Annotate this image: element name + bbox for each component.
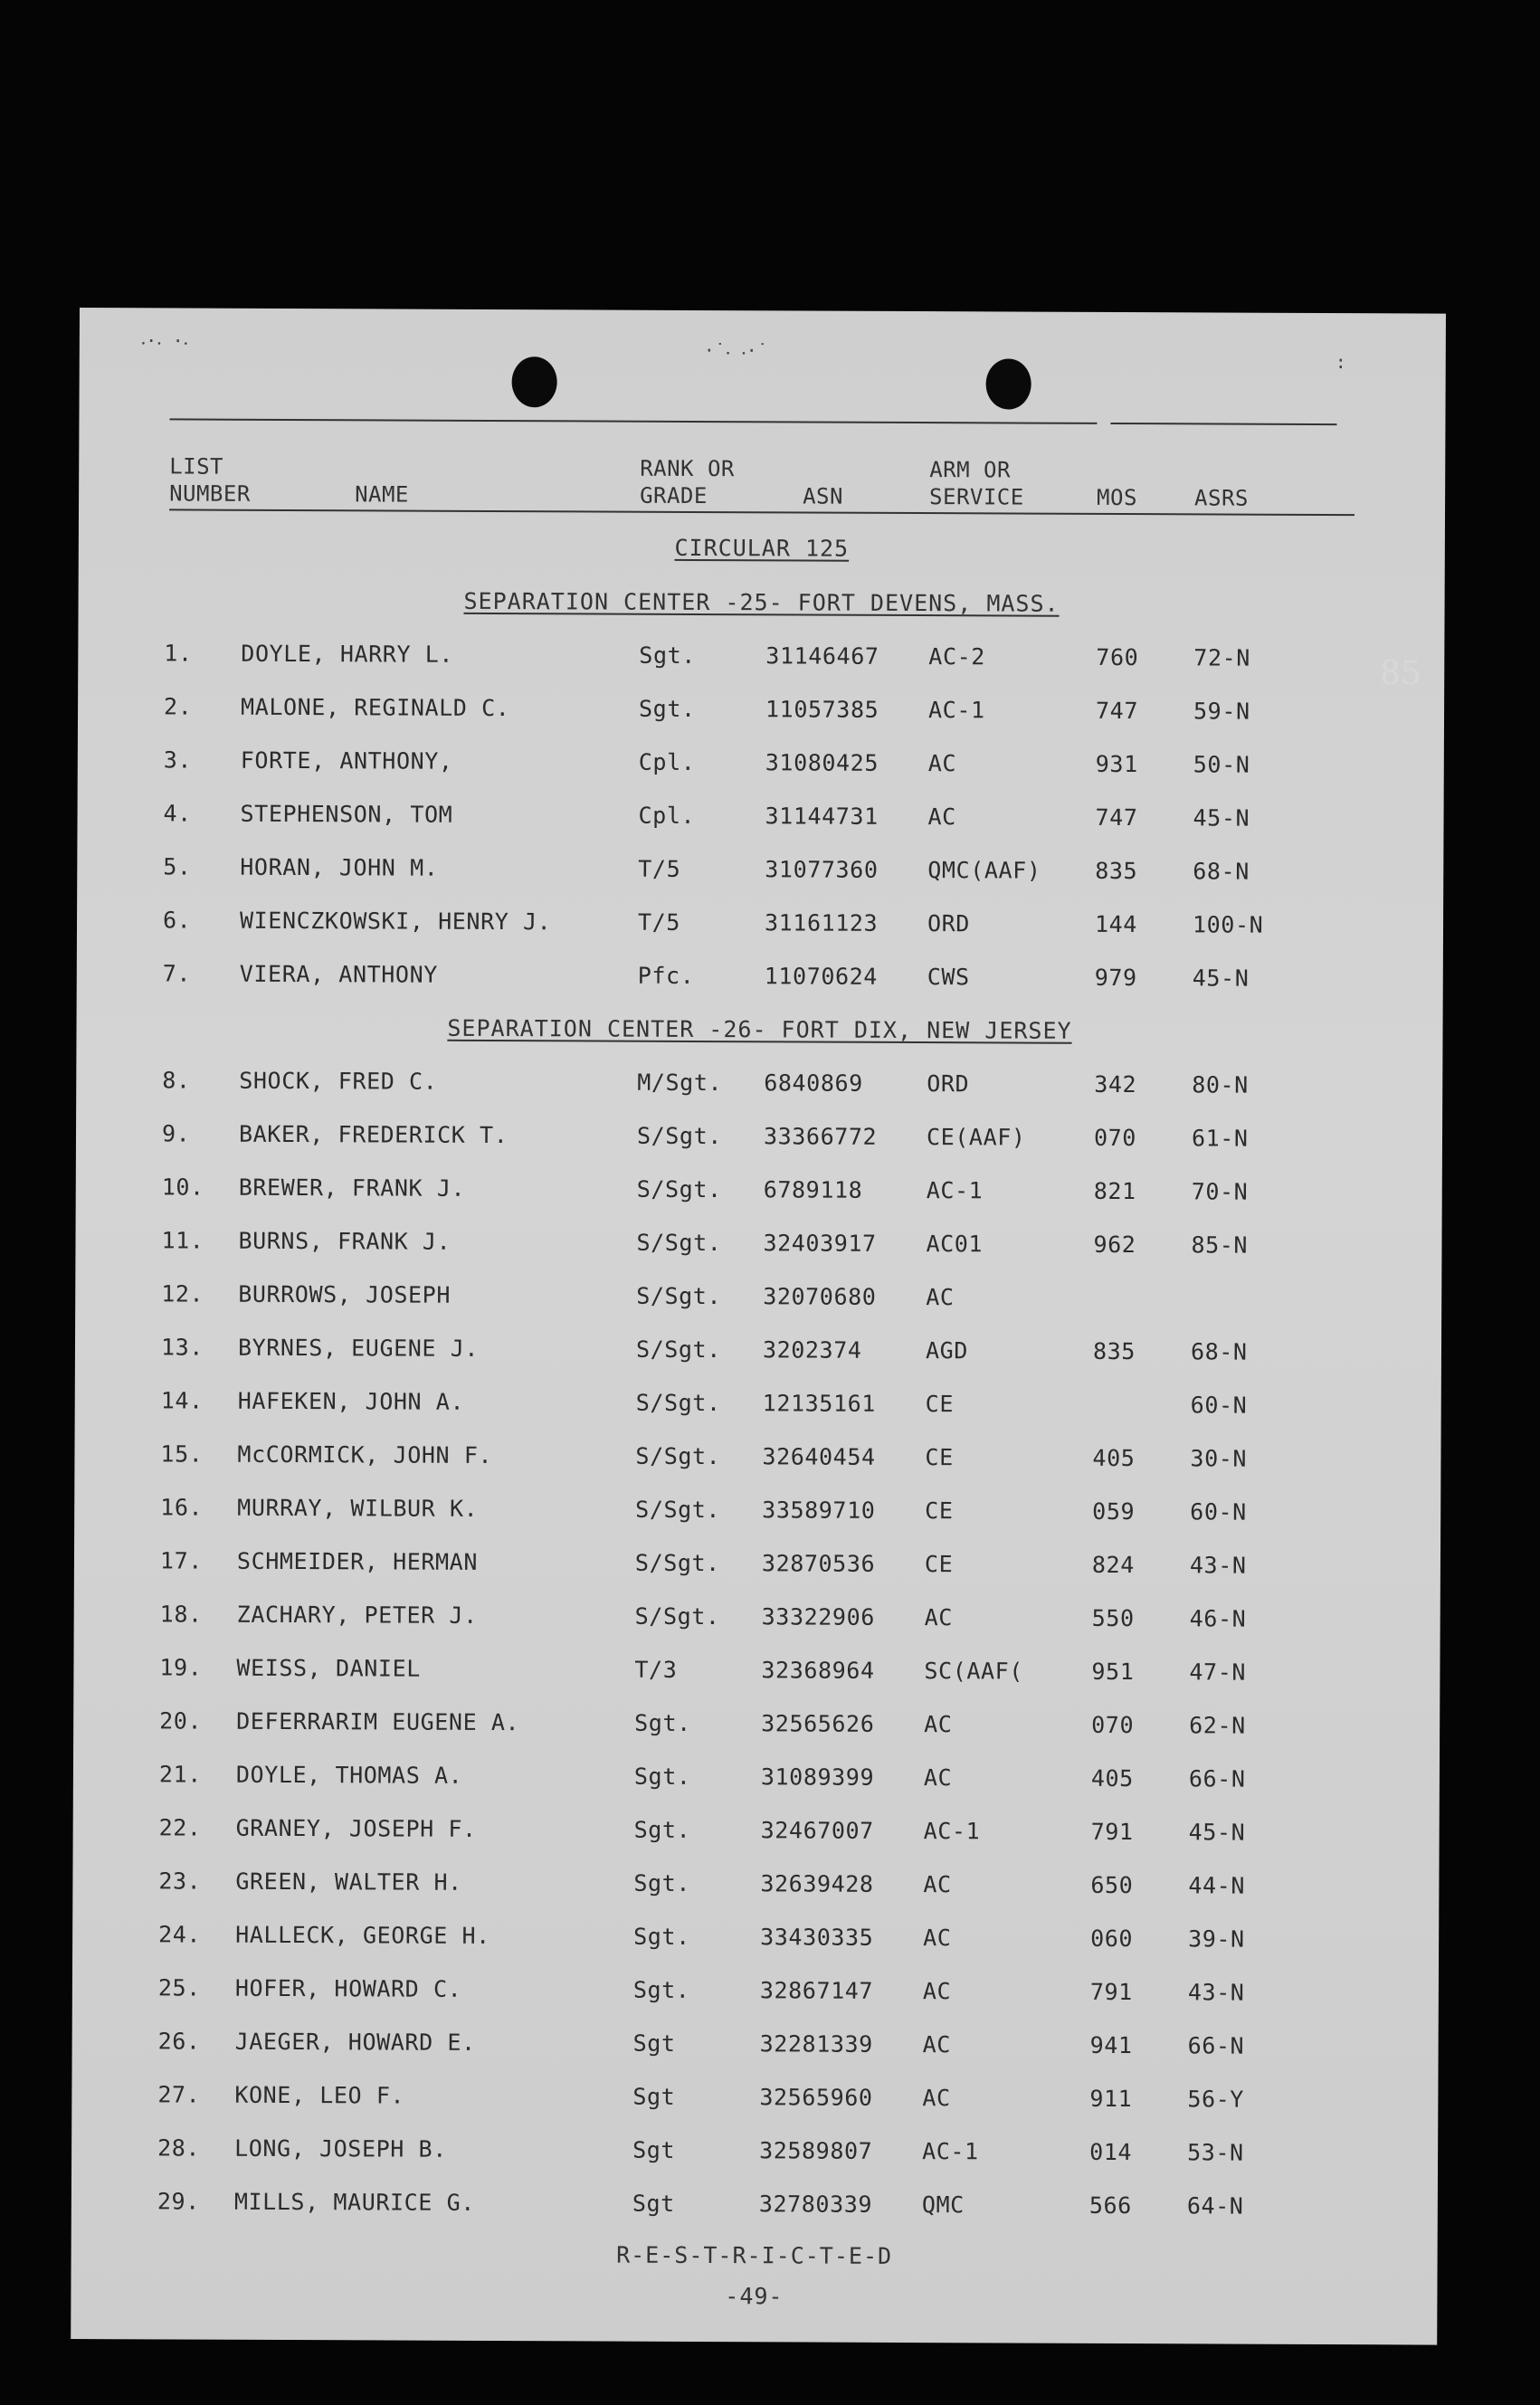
- mos-cell: 835: [1095, 857, 1138, 885]
- table-row: [71, 2081, 1438, 2124]
- arm-service-cell: AC-1: [923, 1818, 981, 1845]
- asr-cell: 43-N: [1187, 1979, 1245, 2006]
- asr-cell: 85-N: [1191, 1231, 1249, 1259]
- asn-cell: 32565626: [761, 1710, 875, 1737]
- mos-cell: 962: [1093, 1231, 1136, 1259]
- arm-service-cell: AC: [922, 1978, 952, 2005]
- asn-cell: 32467007: [760, 1817, 874, 1844]
- arm-service-cell: CE: [925, 1391, 955, 1418]
- table-row: [75, 1280, 1441, 1323]
- arm-service-cell: AC: [924, 1604, 954, 1631]
- list-number-cell: 11.: [161, 1227, 204, 1254]
- rank-cell: Sgt.: [632, 1976, 690, 2003]
- rank-cell: Pfc.: [637, 962, 695, 989]
- asn-cell: 31144731: [765, 803, 879, 830]
- mos-cell: 144: [1094, 910, 1138, 938]
- name-cell: ZACHARY, PETER J.: [236, 1601, 478, 1629]
- name-cell: HALLECK, GEORGE H.: [235, 1921, 490, 1949]
- arm-service-cell: AC: [927, 803, 956, 831]
- name-cell: LONG, JOSEPH B.: [234, 2134, 447, 2163]
- rank-cell: Cpl.: [638, 802, 696, 829]
- list-number-cell: 7.: [162, 960, 192, 987]
- list-number-cell: 2.: [164, 693, 193, 720]
- list-number-cell: 19.: [159, 1654, 203, 1681]
- asr-cell: 66-N: [1187, 2032, 1245, 2059]
- name-cell: DEFERRARIM EUGENE A.: [236, 1707, 520, 1736]
- mos-cell: 791: [1090, 1818, 1134, 1846]
- name-cell: BAKER, FREDERICK T.: [238, 1120, 509, 1149]
- margin-annotation: 85: [1380, 655, 1421, 692]
- asn-cell: 32589807: [759, 2137, 873, 2164]
- name-cell: WEISS, DANIEL: [236, 1654, 421, 1682]
- table-row: [72, 1868, 1439, 1910]
- table-row: [72, 1974, 1439, 2017]
- rank-cell: S/Sgt.: [636, 1229, 722, 1257]
- mos-cell: 405: [1092, 1444, 1136, 1472]
- mos-cell: 931: [1095, 750, 1138, 778]
- asn-cell: 32867147: [759, 1977, 874, 2004]
- rank-cell: Sgt: [632, 2083, 676, 2110]
- arm-service-cell: CE(AAF): [926, 1124, 1026, 1151]
- section-title: SEPARATION CENTER -25- FORT DEVENS, MASS.: [463, 587, 1060, 617]
- mos-cell: 550: [1091, 1604, 1135, 1632]
- rank-cell: S/Sgt.: [636, 1122, 722, 1150]
- mos-cell: 070: [1093, 1124, 1137, 1152]
- table-row: [78, 640, 1444, 682]
- list-number-cell: 5.: [163, 853, 192, 880]
- table-row: [78, 693, 1444, 736]
- name-cell: SHOCK, FRED C.: [239, 1067, 438, 1095]
- name-cell: MILLS, MAURICE G.: [233, 2188, 476, 2216]
- asn-cell: 32780339: [758, 2191, 873, 2218]
- name-cell: WIENCZKOWSKI, HENRY J.: [239, 907, 552, 936]
- table-row: [74, 1601, 1440, 1643]
- page-number: -49-: [725, 2283, 784, 2310]
- table-row: [73, 1761, 1440, 1803]
- arm-service-cell: AGD: [925, 1337, 969, 1364]
- list-number-cell: 16.: [160, 1494, 204, 1521]
- table-row: [72, 2028, 1439, 2070]
- table-row: [77, 907, 1443, 949]
- asr-cell: 39-N: [1188, 1925, 1245, 1953]
- arm-service-cell: CE: [925, 1444, 954, 1471]
- top-rule-left: [169, 418, 1097, 423]
- asn-cell: 31080425: [765, 749, 879, 776]
- arm-service-cell: CE: [925, 1497, 954, 1525]
- name-cell: KONE, LEO F.: [234, 2081, 405, 2109]
- list-number-cell: 21.: [158, 1761, 202, 1788]
- rank-cell: T/5: [637, 908, 681, 936]
- mos-cell: 747: [1095, 803, 1138, 832]
- arm-service-cell: AC: [922, 2085, 951, 2112]
- rank-cell: Sgt.: [633, 1869, 691, 1896]
- table-row: [71, 2188, 1438, 2230]
- mos-cell: 821: [1093, 1177, 1136, 1205]
- list-number-cell: 1.: [164, 640, 193, 667]
- table-row: [76, 1174, 1442, 1216]
- name-cell: BURNS, FRANK J.: [238, 1227, 452, 1255]
- mos-cell: 760: [1096, 643, 1139, 671]
- arm-service-cell: SC(AAF(: [924, 1658, 1024, 1685]
- mos-cell: 059: [1092, 1497, 1136, 1526]
- rank-cell: S/Sgt.: [635, 1336, 721, 1364]
- asr-cell: 61-N: [1191, 1125, 1249, 1152]
- list-number-cell: 14.: [160, 1387, 204, 1414]
- asr-cell: 64-N: [1186, 2192, 1244, 2220]
- asr-cell: 45-N: [1188, 1819, 1246, 1846]
- smudge-marks-left: ⸳·⸳ ·⸳: [140, 329, 189, 352]
- asr-cell: 72-N: [1193, 644, 1250, 671]
- asn-cell: 6789118: [763, 1176, 863, 1203]
- list-number-cell: 29.: [157, 2188, 200, 2215]
- asn-cell: 31161123: [764, 909, 879, 936]
- table-row: [78, 746, 1444, 789]
- asr-cell: 30-N: [1190, 1445, 1248, 1472]
- list-number-cell: 9.: [161, 1120, 191, 1147]
- list-number-cell: 8.: [162, 1067, 191, 1094]
- table-row: [75, 1334, 1441, 1376]
- name-cell: HORAN, JOHN M.: [240, 853, 439, 881]
- list-number-cell: 3.: [163, 746, 193, 774]
- name-cell: HAFEKEN, JOHN A.: [237, 1387, 465, 1415]
- table-row: [76, 1120, 1442, 1163]
- list-number-cell: 25.: [157, 1974, 201, 2001]
- table-row: [73, 1814, 1440, 1857]
- arm-service-cell: CWS: [927, 964, 970, 991]
- asr-cell: 56-Y: [1187, 2086, 1245, 2113]
- asn-cell: 33589710: [762, 1497, 876, 1524]
- list-number-cell: 13.: [160, 1334, 204, 1361]
- name-cell: VIERA, ANTHONY: [239, 960, 438, 988]
- asr-cell: 60-N: [1190, 1392, 1248, 1419]
- asn-cell: 3202374: [762, 1336, 862, 1364]
- name-cell: SCHMEIDER, HERMAN: [236, 1547, 479, 1575]
- arm-service-cell: AC: [923, 1925, 952, 1952]
- mos-cell: 824: [1091, 1551, 1135, 1579]
- asn-cell: 32281339: [759, 2030, 873, 2058]
- table-row: [74, 1494, 1440, 1536]
- header-list-number: LIST NUMBER: [169, 453, 251, 507]
- table-row: [72, 1921, 1439, 1963]
- arm-service-cell: ORD: [927, 910, 971, 937]
- asr-cell: 68-N: [1190, 1338, 1248, 1365]
- asn-cell: 11057385: [765, 696, 879, 723]
- arm-service-cell: AC: [922, 2031, 952, 2058]
- rank-cell: Sgt.: [639, 642, 697, 669]
- asr-cell: 66-N: [1188, 1765, 1246, 1792]
- arm-service-cell: AC-1: [926, 1177, 984, 1204]
- list-number-cell: 22.: [158, 1814, 202, 1841]
- asr-cell: 100-N: [1192, 911, 1264, 938]
- mos-cell: 070: [1091, 1711, 1135, 1739]
- name-cell: STEPHENSON, TOM: [240, 800, 453, 828]
- table-row: [77, 800, 1443, 842]
- rank-cell: M/Sgt.: [637, 1069, 723, 1097]
- header-name: NAME: [355, 481, 409, 508]
- arm-service-cell: CE: [924, 1551, 954, 1578]
- list-number-cell: 17.: [159, 1547, 203, 1574]
- asn-cell: 31077360: [765, 856, 879, 883]
- header-rank-grade: RANK OR GRADE: [640, 455, 735, 509]
- mos-cell: 650: [1090, 1871, 1134, 1899]
- asr-cell: 60-N: [1190, 1498, 1247, 1526]
- rank-cell: S/Sgt.: [635, 1496, 721, 1524]
- list-number-cell: 28.: [157, 2134, 201, 2162]
- table-row: [71, 2134, 1438, 2177]
- asn-cell: 31146467: [765, 642, 879, 670]
- circular-title: CIRCULAR 125: [674, 534, 850, 562]
- asr-cell: 53-N: [1187, 2139, 1244, 2166]
- asr-cell: 47-N: [1189, 1659, 1247, 1686]
- name-cell: FORTE, ANTHONY,: [240, 746, 453, 775]
- rank-cell: S/Sgt.: [635, 1442, 721, 1470]
- arm-service-cell: QMC(AAF): [927, 857, 1041, 884]
- asn-cell: 31089399: [760, 1763, 875, 1791]
- asn-cell: 33366772: [763, 1123, 878, 1150]
- rank-cell: Cpl.: [638, 748, 696, 775]
- smudge-marks-center: ·˙⸳ ⸳·˙: [703, 339, 768, 362]
- list-number-cell: 15.: [160, 1440, 204, 1468]
- header-asr: ASRS: [1194, 485, 1249, 511]
- name-cell: MALONE, REGINALD C.: [241, 693, 510, 722]
- arm-service-cell: AC: [924, 1711, 953, 1738]
- rank-cell: S/Sgt.: [636, 1175, 722, 1203]
- name-cell: GREEN, WALTER H.: [235, 1868, 462, 1896]
- mos-cell: 014: [1089, 2138, 1133, 2166]
- table-row: [73, 1707, 1440, 1750]
- asn-cell: 32639428: [760, 1870, 874, 1897]
- asn-cell: 33430335: [760, 1924, 874, 1951]
- rank-cell: Sgt.: [634, 1709, 691, 1736]
- mos-cell: 791: [1089, 1978, 1133, 2006]
- mos-cell: 979: [1094, 964, 1137, 992]
- rank-cell: Sgt: [632, 2030, 676, 2057]
- asn-cell: 32368964: [761, 1657, 875, 1684]
- mos-cell: 941: [1089, 2031, 1133, 2059]
- arm-service-cell: AC: [923, 1764, 953, 1792]
- arm-service-cell: AC: [927, 750, 957, 777]
- asr-cell: 45-N: [1193, 804, 1250, 832]
- restricted-footer: R-E-S-T-R-I-C-T-E-D: [616, 2241, 893, 2269]
- rank-cell: Sgt: [632, 2190, 675, 2217]
- asn-cell: 12135161: [762, 1390, 877, 1417]
- list-number-cell: 4.: [163, 800, 192, 827]
- list-number-cell: 12.: [161, 1280, 204, 1307]
- mos-cell: 747: [1096, 697, 1139, 725]
- asn-cell: 6840869: [764, 1069, 863, 1097]
- asn-cell: 32565960: [759, 2084, 873, 2111]
- rank-cell: S/Sgt.: [634, 1602, 720, 1630]
- table-row: [75, 1227, 1441, 1269]
- list-number-cell: 18.: [159, 1601, 203, 1628]
- asr-cell: 80-N: [1192, 1071, 1249, 1098]
- asr-cell: 59-N: [1193, 698, 1250, 725]
- rank-cell: Sgt.: [633, 1923, 690, 1950]
- section-title: SEPARATION CENTER -26- FORT DIX, NEW JERSEY: [447, 1014, 1072, 1044]
- asn-cell: 33322906: [761, 1603, 875, 1630]
- list-number-cell: 6.: [162, 907, 192, 934]
- table-row: [73, 1654, 1440, 1697]
- asn-cell: 32403917: [763, 1230, 877, 1257]
- rank-cell: Sgt.: [633, 1763, 691, 1790]
- arm-service-cell: QMC: [921, 2191, 965, 2219]
- list-number-cell: 26.: [157, 2028, 201, 2055]
- table-row: [74, 1547, 1440, 1590]
- asr-cell: 43-N: [1189, 1552, 1247, 1579]
- rank-cell: Sgt: [632, 2136, 676, 2163]
- arm-service-cell: AC: [926, 1284, 955, 1311]
- document-page: [71, 308, 1446, 2345]
- rank-cell: Sgt.: [633, 1816, 691, 1843]
- table-row: [77, 960, 1443, 1003]
- arm-service-cell: ORD: [927, 1070, 970, 1098]
- asr-cell: 46-N: [1189, 1605, 1247, 1632]
- mos-cell: 342: [1094, 1070, 1137, 1098]
- name-cell: DOYLE, THOMAS A.: [235, 1761, 463, 1789]
- punch-hole-right: [986, 358, 1031, 409]
- header-asn: ASN: [803, 483, 844, 509]
- list-number-cell: 23.: [158, 1868, 202, 1895]
- arm-service-cell: AC01: [926, 1231, 984, 1258]
- asn-cell: 32870536: [761, 1550, 876, 1577]
- header-arm-service: ARM OR SERVICE: [929, 457, 1024, 510]
- table-row: [76, 1067, 1442, 1109]
- name-cell: MURRAY, WILBUR K.: [237, 1494, 479, 1522]
- asn-cell: 32640454: [762, 1443, 876, 1470]
- rank-cell: S/Sgt.: [635, 1389, 721, 1417]
- asr-cell: 62-N: [1189, 1712, 1246, 1739]
- name-cell: McCORMICK, JOHN F.: [237, 1440, 493, 1469]
- name-cell: BURROWS, JOSEPH: [238, 1280, 452, 1308]
- arm-service-cell: AC-2: [928, 643, 985, 670]
- header-rule: [169, 509, 1355, 516]
- mos-cell: 566: [1088, 2191, 1132, 2220]
- list-number-cell: 10.: [161, 1174, 204, 1201]
- mos-cell: 835: [1092, 1337, 1136, 1365]
- table-row: [75, 1387, 1441, 1430]
- asn-cell: 32070680: [763, 1283, 877, 1310]
- list-number-cell: 24.: [158, 1921, 202, 1948]
- arm-service-cell: AC-1: [922, 2138, 979, 2165]
- mos-cell: 911: [1089, 2085, 1133, 2113]
- asr-cell: 50-N: [1193, 751, 1250, 778]
- smudge-marks-right: :: [1335, 351, 1346, 374]
- name-cell: BREWER, FRANK J.: [238, 1174, 466, 1202]
- arm-service-cell: AC: [923, 1871, 952, 1898]
- asn-cell: 11070624: [764, 963, 879, 990]
- asr-cell: 45-N: [1192, 965, 1250, 992]
- list-number-cell: 27.: [157, 2081, 201, 2108]
- name-cell: BYRNES, EUGENE J.: [237, 1334, 480, 1362]
- arm-service-cell: AC-1: [928, 697, 985, 724]
- header-mos: MOS: [1097, 484, 1138, 511]
- asr-cell: 70-N: [1191, 1178, 1249, 1205]
- name-cell: JAEGER, HOWARD E.: [234, 2028, 476, 2056]
- rank-cell: S/Sgt.: [634, 1549, 720, 1577]
- table-row: [74, 1440, 1440, 1483]
- mos-cell: 405: [1090, 1764, 1134, 1792]
- rank-cell: T/5: [638, 855, 681, 882]
- rank-cell: Sgt.: [639, 695, 696, 722]
- asr-cell: 44-N: [1188, 1872, 1246, 1899]
- top-rule-right: [1110, 423, 1336, 425]
- name-cell: GRANEY, JOSEPH F.: [235, 1814, 477, 1842]
- rank-cell: S/Sgt.: [636, 1282, 722, 1310]
- mos-cell: 951: [1091, 1658, 1135, 1686]
- name-cell: DOYLE, HARRY L.: [241, 640, 454, 668]
- mos-cell: 060: [1090, 1925, 1134, 1953]
- list-number-cell: 20.: [159, 1707, 203, 1735]
- name-cell: HOFER, HOWARD C.: [234, 1974, 462, 2002]
- asr-cell: 68-N: [1193, 858, 1250, 885]
- rank-cell: T/3: [634, 1656, 678, 1683]
- table-row: [77, 853, 1443, 896]
- punch-hole-left: [512, 356, 557, 407]
